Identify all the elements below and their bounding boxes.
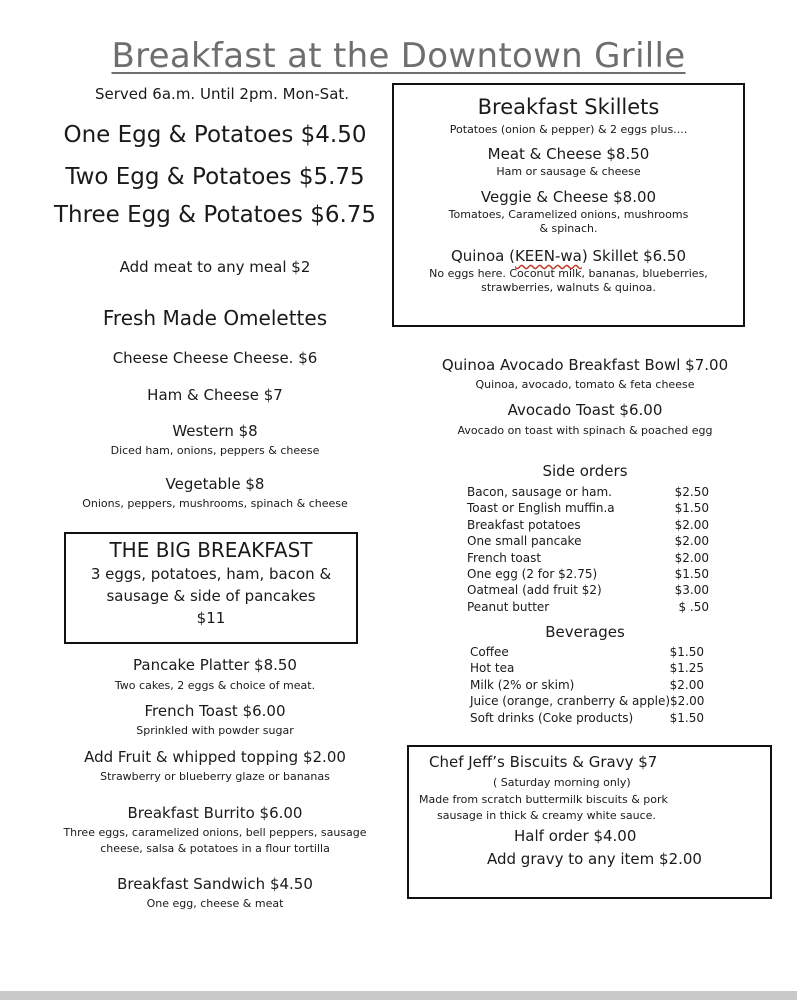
sides-heading: Side orders [542,462,628,480]
menu-title: Breakfast at the Downtown Grille [111,36,686,76]
big-breakfast-box [64,532,358,644]
skillets-heading: Breakfast Skillets [477,95,660,119]
menu-item-three-egg: Three Egg & Potatoes $6.75 [53,202,377,228]
side-price: $3.00 [674,583,709,598]
list-item [470,644,704,660]
skillet-meat-cheese: Meat & Cheese $8.50 [487,145,650,163]
list-item [470,677,704,693]
skillet-veggie-cheese: Veggie & Cheese $8.00 [480,188,657,206]
list-item [467,582,709,598]
served-hours: Served 6a.m. Until 2pm. Mon-Sat. [95,85,350,103]
biscuits-sub: ( Saturday morning only) [493,776,631,789]
beverage-price: $2.00 [670,694,705,709]
menu-item-desc: One egg, cheese & meat [146,897,284,910]
biscuits-add-gravy: Add gravy to any item $2.00 [487,850,702,868]
skillet-desc: strawberries, walnuts & quinoa. [481,281,656,294]
list-item [467,533,709,549]
big-breakfast-heading: THE BIG BREAKFAST [109,538,313,562]
side-name: Bacon, sausage or ham. [467,485,612,499]
menu-item-desc: Sprinkled with powder sugar [136,724,294,737]
list-item [467,566,709,582]
beverages-list [470,644,704,726]
skillet-desc: & spinach. [539,222,598,235]
big-breakfast-line1: 3 eggs, potatoes, ham, bacon & [90,565,332,583]
menu-item-desc: Three eggs, caramelized onions, bell peppers, sausage [63,826,367,839]
menu-item-sandwich: Breakfast Sandwich $4.50 [117,875,313,893]
skillets-sub: Potatoes (onion & pepper) & 2 eggs plus.... [449,123,688,136]
omelette-desc: Diced ham, onions, peppers & cheese [110,444,320,457]
big-breakfast-line2: sausage & side of pancakes [106,587,316,605]
side-name: Oatmeal (add fruit $2) [467,583,602,598]
list-item [467,550,709,566]
list-item [467,599,709,615]
omelette-desc: Onions, peppers, mushrooms, spinach & cheese [82,497,348,510]
skillets-box [392,83,745,327]
beverage-name: Hot tea [470,661,515,676]
beverage-price: $1.25 [669,661,704,676]
skillet-quinoa-word: KEEN-wa [514,247,582,265]
menu-item-pancake: Pancake Platter $8.50 [133,656,297,674]
beverage-name: Juice (orange, cranberry & apple) [470,694,671,709]
menu-item-avocado-toast: Avocado Toast $6.00 [507,401,663,419]
side-name: Breakfast potatoes [467,517,581,532]
beverage-name: Milk (2% or skim) [470,677,575,692]
side-price: $2.50 [674,485,709,499]
beverage-name: Soft drinks (Coke products) [470,710,634,725]
side-price: $1.50 [674,501,709,516]
beverage-price: $1.50 [669,645,704,659]
list-item [470,660,704,676]
biscuits-half-order: Half order $4.00 [514,827,637,845]
bottom-scroll-bar [0,991,797,1000]
menu-item-one-egg: One Egg & Potatoes $4.50 [63,122,367,148]
skillet-desc: Tomatoes, Caramelized onions, mushrooms [448,208,689,221]
sides-list [467,484,709,615]
skillet-quinoa [394,247,743,265]
skillet-desc: Ham or sausage & cheese [496,165,641,178]
list-item [470,693,704,709]
side-price: $1.50 [674,567,709,582]
omelettes-heading: Fresh Made Omelettes [102,306,328,330]
omelette-item: Ham & Cheese $7 [147,386,283,404]
biscuits-desc: Made from scratch buttermilk biscuits & pork [419,793,668,806]
list-item [467,517,709,533]
menu-item-desc: Two cakes, 2 eggs & choice of meat. [114,679,316,692]
list-item [467,484,709,500]
biscuits-desc: sausage in thick & creamy white sauce. [437,809,656,822]
side-price: $2.00 [674,517,709,532]
omelette-item: Cheese Cheese Cheese. $6 [112,349,318,367]
side-name: One egg (2 for $2.75) [467,567,598,582]
omelette-item: Vegetable $8 [165,475,265,493]
skillet-quinoa-pre: Quinoa ( [450,247,515,265]
side-name: One small pancake [467,534,582,549]
menu-item-burrito: Breakfast Burrito $6.00 [127,804,303,822]
big-breakfast-price: $11 [196,609,226,627]
side-name: Toast or English muffin.a [467,501,615,516]
biscuits-heading: Chef Jeff’s Biscuits & Gravy $7 [429,753,658,771]
side-name: Peanut butter [467,599,550,614]
beverage-name: Coffee [470,645,509,659]
beverage-price: $1.50 [669,710,704,725]
menu-item-desc: Strawberry or blueberry glaze or bananas [100,770,330,783]
side-price: $2.00 [674,534,709,549]
menu-item-desc: cheese, salsa & potatoes in a flour tortilla [100,842,330,855]
list-item [470,710,704,726]
menu-item-french-toast: French Toast $6.00 [144,702,286,720]
beverages-heading: Beverages [545,623,625,641]
add-meat-note: Add meat to any meal $2 [119,258,311,276]
skillet-quinoa-post: ) Skillet $6.50 [581,247,687,265]
side-price: $ .50 [678,599,709,614]
menu-item-two-egg: Two Egg & Potatoes $5.75 [65,164,365,190]
menu-item-desc: Avocado on toast with spinach & poached egg [457,424,713,437]
biscuits-box [407,745,772,899]
menu-item-bowl: Quinoa Avocado Breakfast Bowl $7.00 [441,356,729,374]
menu-item-add-fruit: Add Fruit & whipped topping $2.00 [84,748,346,766]
side-price: $2.00 [674,550,709,565]
skillet-desc: No eggs here. Coconut milk, bananas, blueberries, [429,267,708,280]
beverage-price: $2.00 [669,677,704,692]
side-name: French toast [467,550,542,565]
menu-item-desc: Quinoa, avocado, tomato & feta cheese [475,378,695,391]
list-item [467,500,709,516]
omelette-item: Western $8 [172,422,258,440]
